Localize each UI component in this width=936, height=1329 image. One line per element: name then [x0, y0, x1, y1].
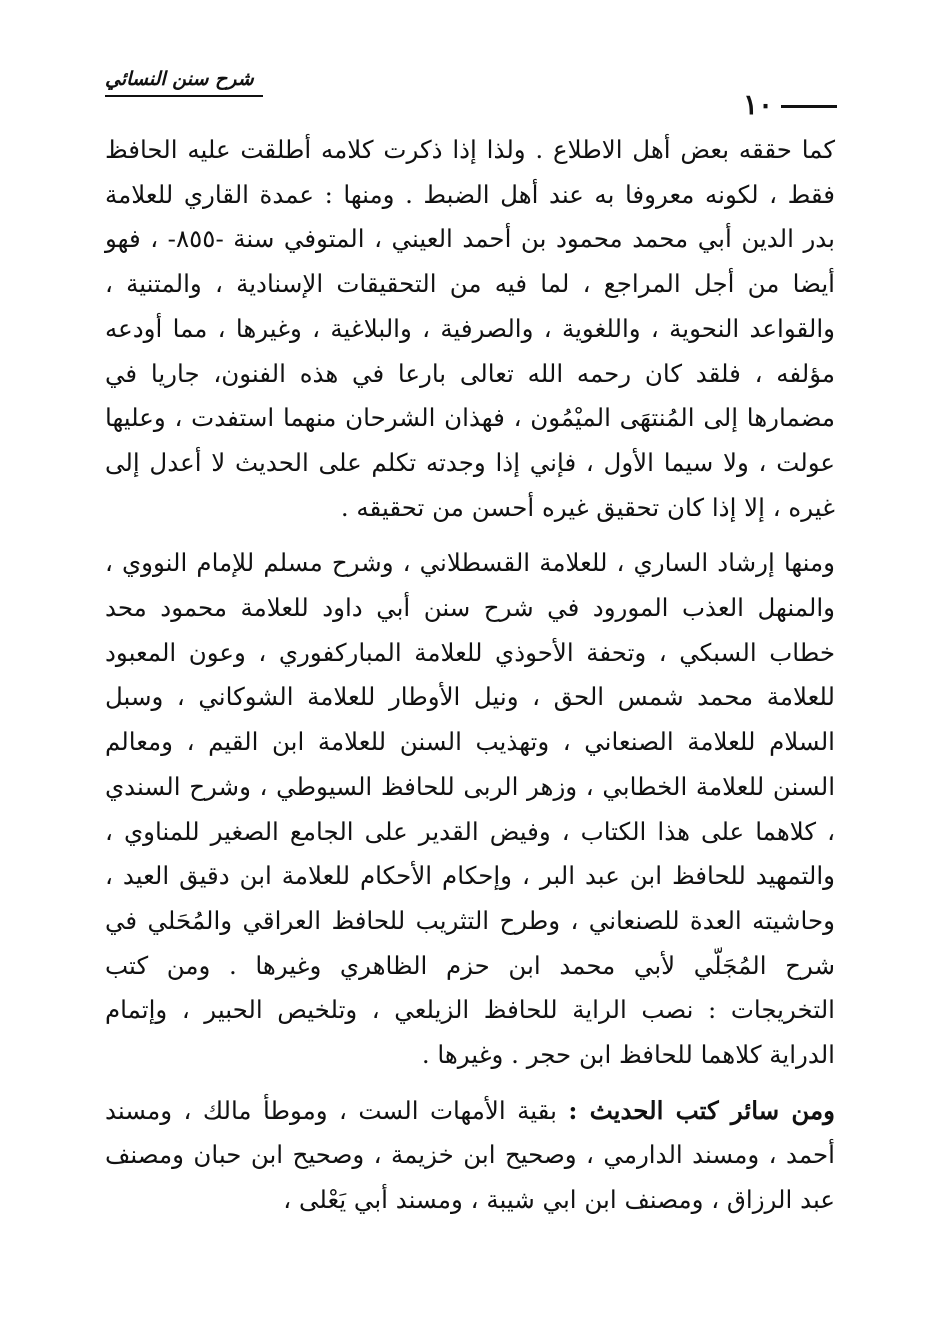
page-number-rule [781, 105, 837, 108]
page-body [105, 128, 835, 1223]
paragraph-text: بقية الأمهات الست ، وموطأ مالك ، ومسند أحمد ، ومسند الدارمي ، وصحيح ابن خزيمة ، وصحيح ابن حبان ومصنف عبد الرزاق ، ومصنف ابن ابي شيبة ، ومسند أبي يَعْلى ، [105, 1095, 835, 1215]
paragraph-text: ومنها إرشاد الساري ، للعلامة القسطلاني ، وشرح مسلم للإمام النووي ، والمنهل العذب المورود في شرح سنن أبي داود للعلامة محمود محد خطاب السبكي ، وتحفة الأحوذي للعلامة المباركفوري ، وعون المعبود للعلامة محمد شمس الحق ، ونيل الأوطار للعلامة الشوكاني ، وسبل السلام للعلامة الصنعاني ، وتهذيب السنن للعلامة ابن القيم ، ومعالم السنن للعلامة الخطابي ، وزهر الربى للحافظ السيوطي ، وشرح السندي ، كلاهما على هذا الكتاب ، وفيض القدير على الجامع الصغير للمناوي ، والتمهيد للحافظ ابن عبد البر ، وإحكام الأحكام للعلامة ابن دقيق العيد ، وحاشيته العدة للصنعاني ، وطرح التثريب للحافظ العراقي والمُحَلي في شرح المُجَلّي لأبي محمد ابن حزم الظاهري وغيرها . ومن كتب التخريجات : نصب الراية للحافظ الزيلعي ، وتلخيص الحبير ، وإتمام الدراية كلاهما للحافظ ابن حجر . وغيرها . [105, 548, 835, 1070]
title-underline [105, 95, 263, 97]
paragraph [105, 128, 835, 530]
paragraph-lead-heading: ومن سائر كتب الحديث : [568, 1095, 835, 1125]
running-title: شرح سنن النسائي [105, 68, 254, 90]
paragraph [105, 1089, 835, 1223]
paragraph [105, 541, 835, 1077]
paragraph-text: كما حققه بعض أهل الاطلاع . ولذا إذا ذكرت كلامه أطلقت عليه الحافظ فقط ، لكونه معروفا به عند أهل الضبط . ومنها : عمدة القاري للعلامة بدر الدين أبي محمد محمود بن أحمد العيني ، المتوفي سنة -٨٥٥- ، فهو أيضا من أجل المراجع ، لما فيه من التحقيقات الإسنادية ، والمتنية ، والقواعد النحوية ، واللغوية ، والصرفية ، والبلاغية ، وغيرها ، مما أودعه مؤلفه ، فلقد كان رحمه الله تعالى بارعا في هذه الفنون، جاريا في مضمارها إلى المُنتهَى الميْمُون ، فهذان الشرحان منهما استفدت ، وعليها عولت ، ولا سيما الأول ، فإني إذا وجدته تكلم على الحديث لا أعدل إلى غيره ، إلا إذا كان تحقيق غيره أحسن من تحقيقه . [105, 135, 835, 522]
page-header [105, 62, 835, 122]
page-number: ١٠ [742, 88, 774, 121]
